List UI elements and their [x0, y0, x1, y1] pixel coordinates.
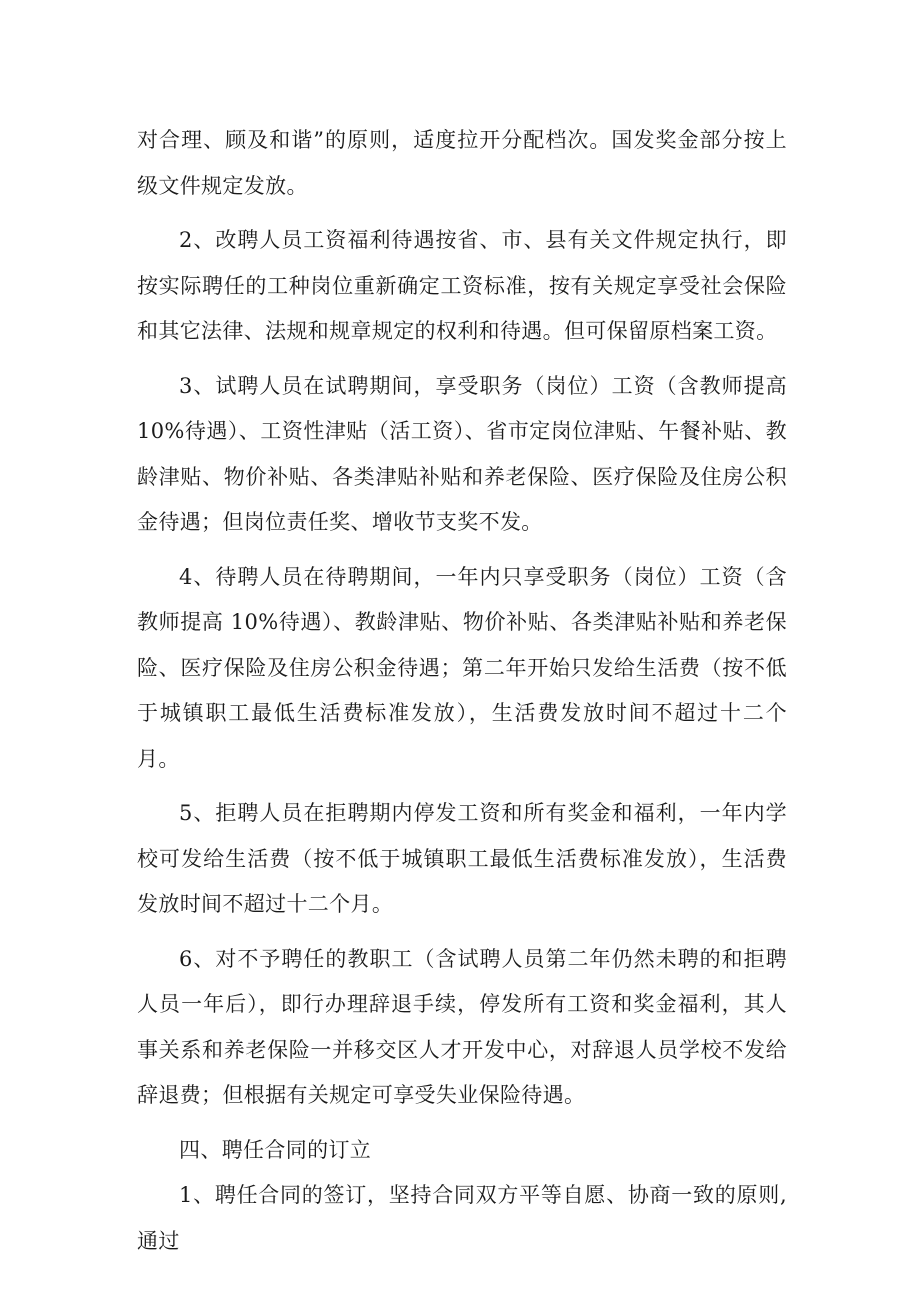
paragraph-contract-1: 1、聘任合同的签订，坚持合同双方平等自愿、协商一致的原则,通过: [137, 1183, 787, 1253]
paragraph-item-2: 2、改聘人员工资福利待遇按省、市、县有关文件规定执行，即按实际聘任的工种岗位重新确定工资标准，按有关规定享受社会保险和其它法律、法规和规章规定的权利和待遇。但可保留原档案工资。: [137, 228, 787, 343]
section-heading: 四、聘任合同的订立: [179, 1137, 372, 1162]
paragraph-item-4: 4、待聘人员在待聘期间，一年内只享受职务（岗位）工资（含教师提高 10%待遇）、教龄津贴、物价补贴、各类津贴补贴和养老保险、医疗保险及住房公积金待遇；第二年开始只发给生活费（按不低于城镇职工最低生活费标准发放），生活费发放时间不超过十二个月。: [137, 564, 787, 771]
paragraph-item-6: 6、对不予聘任的教职工（含试聘人员第二年仍然未聘的和拒聘人员一年后），即行办理辞退手续，停发所有工资和奖金福利，其人事关系和养老保险一并移交区人才开发中心，对辞退人员学校不发给辞退费；但根据有关规定可享受失业保险待遇。: [137, 946, 787, 1107]
paragraph-item-3: 3、试聘人员在试聘期间，享受职务（岗位）工资（含教师提高 10%待遇）、工资性津贴（活工资）、省市定岗位津贴、午餐补贴、教龄津贴、物价补贴、各类津贴补贴和养老保险、医疗保险及住房公积金待遇；但岗位责任奖、增收节支奖不发。: [137, 373, 787, 534]
paragraph-continuation: 对合理、顾及和谐”的原则，适度拉开分配档次。国发奖金部分按上级文件规定发放。: [137, 128, 787, 198]
paragraph-item-5: 5、拒聘人员在拒聘期内停发工资和所有奖金和福利，一年内学校可发给生活费（按不低于城镇职工最低生活费标准发放），生活费发放时间不超过十二个月。: [137, 801, 787, 916]
document-page: [137, 118, 787, 1264]
